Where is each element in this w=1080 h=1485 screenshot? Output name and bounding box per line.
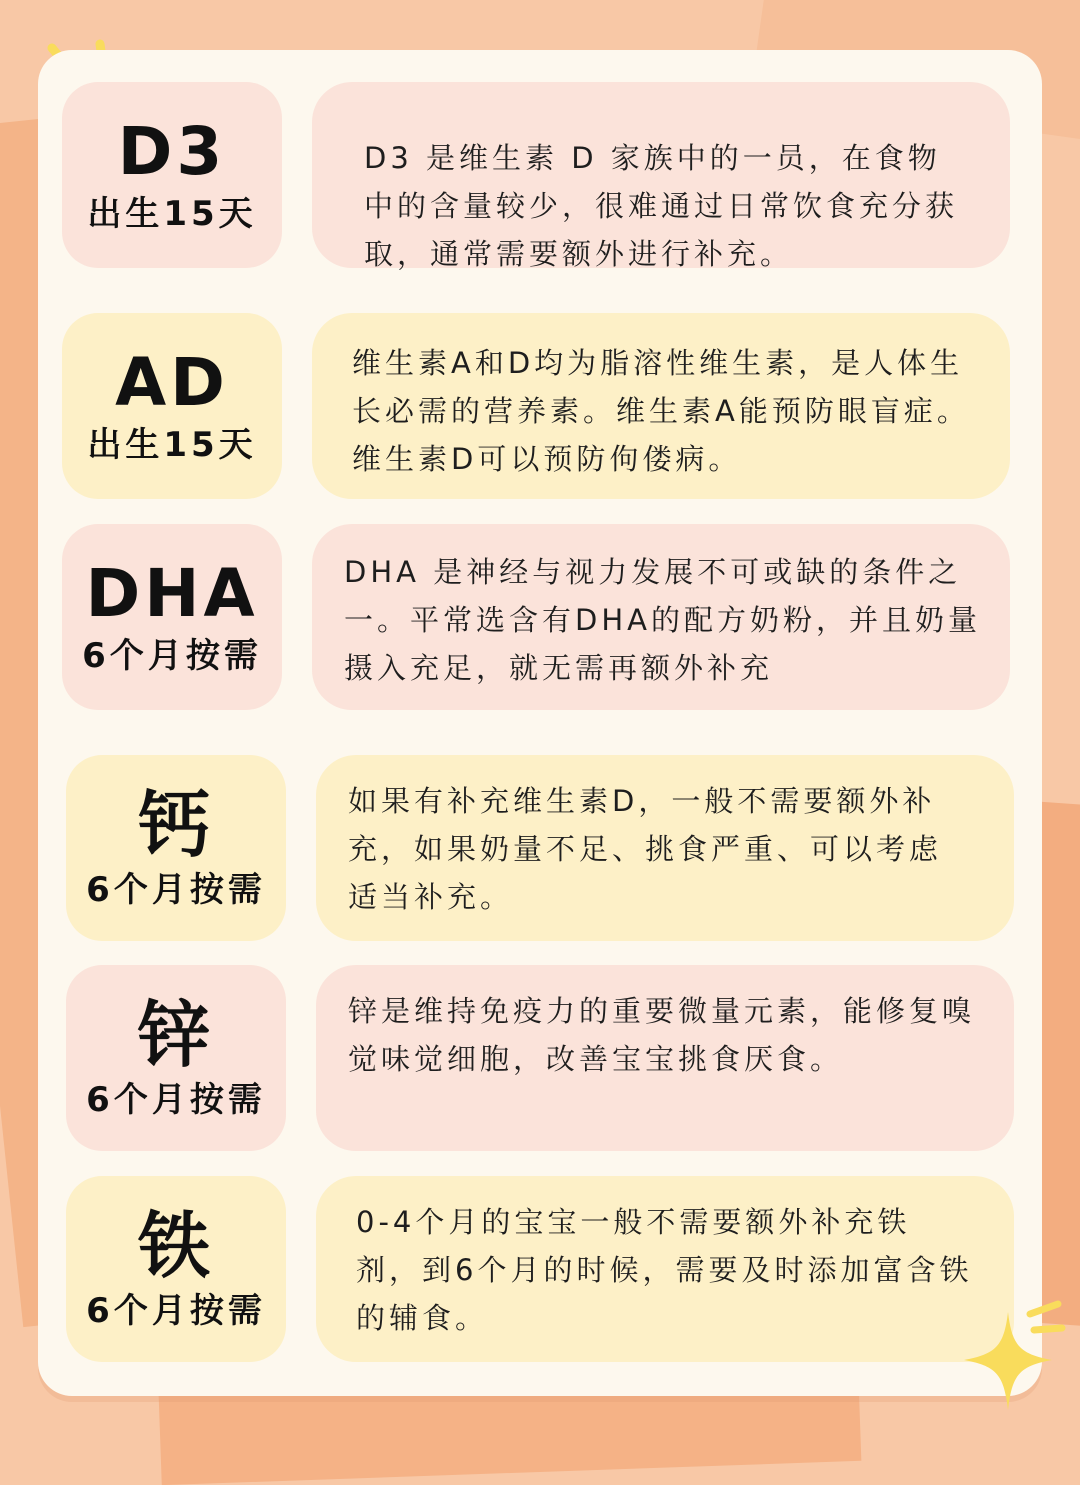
supplement-tag <box>62 82 282 268</box>
supplement-tag <box>66 965 286 1151</box>
supplement-description: D3 是维生素 D 家族中的一员，在食物中的含量较少，很难通过日常饮食充分获取，通常需要额外进行补充。 <box>312 82 1010 268</box>
supplement-name: 钙 <box>137 783 214 867</box>
supplement-timing: 出生15天 <box>87 194 257 234</box>
supplement-tag <box>62 313 282 499</box>
supplement-description: 维生素A和D均为脂溶性维生素，是人体生长必需的营养素。维生素A能预防眼盲症。维生素D可以预防佝偻病。 <box>312 313 1010 499</box>
supplement-name: 锌 <box>137 993 214 1077</box>
supplement-name: 铁 <box>137 1204 214 1288</box>
supplement-timing: 出生15天 <box>87 425 257 465</box>
supplement-timing: 6个月按需 <box>86 870 266 910</box>
supplement-name: AD <box>115 344 229 421</box>
supplement-timing: 6个月按需 <box>86 1291 266 1331</box>
supplement-timing: 6个月按需 <box>82 636 262 676</box>
supplement-description: 0-4个月的宝宝一般不需要额外补充铁剂，到6个月的时候，需要及时添加富含铁的辅食。 <box>316 1176 1014 1362</box>
supplement-timing: 6个月按需 <box>86 1080 266 1120</box>
supplement-description: 如果有补充维生素D，一般不需要额外补充，如果奶量不足、挑食严重、可以考虑适当补充。 <box>316 755 1014 941</box>
supplement-description: 锌是维持免疫力的重要微量元素，能修复嗅觉味觉细胞，改善宝宝挑食厌食。 <box>316 965 1014 1151</box>
supplement-description: DHA 是神经与视力发展不可或缺的条件之一。平常选含有DHA的配方奶粉，并且奶量摄入充足，就无需再额外补充 <box>312 524 1010 710</box>
supplement-name: D3 <box>117 113 227 190</box>
supplement-tag <box>62 524 282 710</box>
sparkle-star-icon <box>960 1290 1070 1420</box>
supplement-tag <box>66 755 286 941</box>
supplement-name: DHA <box>85 555 259 632</box>
supplement-tag <box>66 1176 286 1362</box>
